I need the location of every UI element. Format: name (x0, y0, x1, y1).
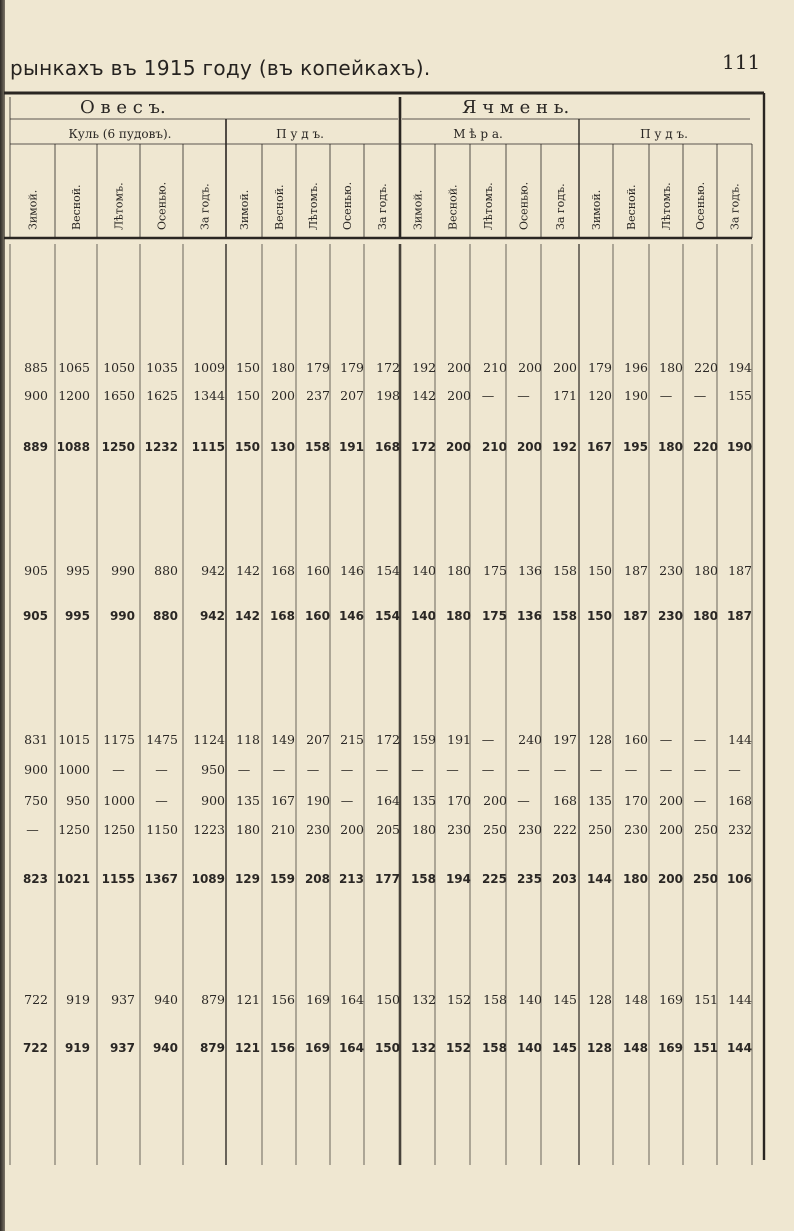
cell-r3-c14: 158 (553, 563, 577, 578)
cell-r0-c5: 150 (236, 360, 260, 375)
cell-r1-c5: 150 (236, 388, 260, 403)
cell-r4-c7: 160 (304, 609, 330, 623)
cell-r2-c4: 1115 (191, 440, 225, 454)
cell-r8-c17: 200 (659, 822, 683, 837)
cell-r8-c12: 250 (483, 822, 507, 837)
cell-r10-c17: 169 (659, 992, 683, 1007)
cell-r4-c19: 187 (726, 609, 752, 623)
cell-r7-c19: 168 (728, 793, 752, 808)
cell-r11-c0: 722 (22, 1041, 48, 1055)
cell-r5-c10: 159 (412, 732, 436, 747)
cell-r1-c10: 142 (412, 388, 436, 403)
cell-r1-c19: 155 (728, 388, 752, 403)
cell-r10-c16: 148 (624, 992, 648, 1007)
season-label-col-15: Зимой. (590, 189, 603, 230)
cell-r4-c5: 142 (234, 609, 260, 623)
cell-r10-c1: 919 (66, 992, 90, 1007)
cell-r4-c9: 154 (374, 609, 400, 623)
cell-r9-c17: 200 (657, 872, 683, 886)
cell-r1-c8: 207 (340, 388, 364, 403)
table-body (23, 360, 752, 1055)
cell-r2-c7: 158 (304, 440, 330, 454)
cell-r10-c9: 150 (376, 992, 400, 1007)
cell-r10-c18: 151 (694, 992, 718, 1007)
cell-r5-c3: 1475 (146, 732, 178, 747)
cell-r9-c15: 144 (586, 872, 612, 886)
cell-r8-c7: 230 (306, 822, 330, 837)
cell-r10-c6: 156 (271, 992, 295, 1007)
cell-r6-c2: — (112, 762, 125, 777)
cell-r9-c2: 1155 (101, 872, 135, 886)
cell-r9-c9: 177 (374, 872, 400, 886)
cell-r6-c11: — (446, 762, 459, 777)
cell-r11-c3: 940 (152, 1041, 178, 1055)
cell-r10-c8: 164 (340, 992, 364, 1007)
season-label-col-14: За годъ. (554, 183, 567, 230)
cell-r4-c4: 942 (199, 609, 225, 623)
cell-r2-c0: 889 (22, 440, 48, 454)
cell-r9-c3: 1367 (144, 872, 178, 886)
cell-r0-c17: 180 (659, 360, 683, 375)
season-label-col-12: Лѣтомъ. (482, 182, 495, 230)
cell-r6-c8: — (340, 762, 354, 777)
cell-r5-c13: 240 (518, 732, 542, 747)
cell-r7-c13: — (517, 793, 530, 808)
cell-r3-c9: 154 (376, 563, 400, 578)
cell-r1-c1: 1200 (58, 388, 90, 403)
cell-r2-c5: 150 (234, 440, 260, 454)
season-labels (27, 182, 742, 230)
cell-r10-c0: 722 (24, 992, 48, 1007)
cell-r4-c10: 140 (410, 609, 436, 623)
cell-r11-c11: 152 (445, 1041, 471, 1055)
cell-r2-c12: 210 (481, 440, 507, 454)
cell-r11-c8: 164 (338, 1041, 364, 1055)
cell-r10-c5: 121 (236, 992, 260, 1007)
cell-r9-c14: 203 (551, 872, 577, 886)
cell-r0-c3: 1035 (146, 360, 178, 375)
cell-r3-c5: 142 (236, 563, 260, 578)
cell-r5-c0: 831 (24, 732, 48, 747)
cell-r3-c15: 150 (588, 563, 612, 578)
cell-r10-c12: 158 (483, 992, 507, 1007)
cell-r3-c2: 990 (111, 563, 135, 578)
cell-r5-c15: 128 (588, 732, 612, 747)
cell-r9-c10: 158 (410, 872, 436, 886)
cell-r6-c0: 900 (24, 762, 48, 777)
cell-r11-c13: 140 (516, 1041, 542, 1055)
cell-r6-c12: — (481, 762, 495, 777)
cell-r4-c6: 168 (269, 609, 295, 623)
cell-r5-c6: 149 (271, 732, 295, 747)
subgroup-oats-pud: П у д ъ. (276, 127, 324, 141)
cell-r6-c9: — (375, 762, 389, 777)
season-label-col-11: Весной. (446, 184, 460, 230)
cell-r10-c2: 937 (111, 992, 135, 1007)
season-label-col-2: Лѣтомъ. (112, 182, 126, 230)
cell-r2-c15: 167 (586, 440, 612, 454)
cell-r5-c12: — (481, 732, 495, 747)
cell-r5-c19: 144 (728, 732, 752, 747)
cell-r5-c11: 191 (447, 732, 471, 747)
season-label-col-8: Осенью. (341, 181, 354, 230)
cell-r10-c3: 940 (154, 992, 178, 1007)
cell-r1-c6: 200 (271, 388, 295, 403)
group-oats: О в е с ъ. (80, 97, 166, 118)
cell-r1-c15: 120 (588, 388, 612, 403)
cell-r2-c8: 191 (338, 440, 364, 454)
cell-r2-c10: 172 (410, 440, 436, 454)
cell-r2-c16: 195 (622, 440, 648, 454)
cell-r11-c19: 144 (726, 1041, 752, 1055)
cell-r4-c8: 146 (338, 609, 364, 623)
cell-r8-c5: 180 (236, 822, 260, 837)
cell-r0-c9: 172 (376, 360, 400, 375)
cell-r8-c16: 230 (624, 822, 648, 837)
cell-r7-c7: 190 (306, 793, 330, 808)
cell-r7-c14: 168 (553, 793, 577, 808)
cell-r3-c10: 140 (412, 563, 436, 578)
page-number: 111 (722, 50, 761, 74)
cell-r8-c15: 250 (588, 822, 612, 837)
cell-r4-c18: 180 (692, 609, 718, 623)
cell-r8-c4: 1223 (193, 822, 225, 837)
cell-r8-c14: 222 (553, 822, 577, 837)
cell-r0-c16: 196 (624, 360, 648, 375)
cell-r11-c6: 156 (269, 1041, 295, 1055)
cell-r10-c4: 879 (201, 992, 225, 1007)
season-label-col-3: Осенью. (155, 181, 169, 230)
season-label-col-17: Лѣтомъ. (660, 182, 673, 230)
cell-r4-c0: 905 (22, 609, 48, 623)
cell-r5-c16: 160 (624, 732, 648, 747)
cell-r0-c10: 192 (412, 360, 436, 375)
cell-r8-c19: 232 (728, 822, 752, 837)
cell-r4-c17: 230 (657, 609, 683, 623)
cell-r7-c15: 135 (588, 793, 612, 808)
season-label-col-6: Весной. (273, 184, 286, 230)
cell-r3-c4: 942 (201, 563, 225, 578)
cell-r9-c4: 1089 (191, 872, 225, 886)
cell-r0-c2: 1050 (103, 360, 135, 375)
cell-r0-c0: 885 (24, 360, 48, 375)
cell-r0-c7: 179 (306, 360, 330, 375)
cell-r0-c12: 210 (483, 360, 507, 375)
cell-r2-c19: 190 (726, 440, 752, 454)
cell-r7-c4: 900 (201, 793, 225, 808)
cell-r0-c11: 200 (447, 360, 471, 375)
cell-r2-c17: 180 (657, 440, 683, 454)
cell-r11-c7: 169 (304, 1041, 330, 1055)
cell-r2-c9: 168 (374, 440, 400, 454)
cell-r11-c10: 132 (410, 1041, 436, 1055)
cell-r3-c6: 168 (271, 563, 295, 578)
cell-r4-c3: 880 (152, 609, 178, 623)
cell-r10-c15: 128 (588, 992, 612, 1007)
season-label-col-7: Лѣтомъ. (307, 182, 320, 230)
cell-r6-c10: — (411, 762, 424, 777)
cell-r0-c1: 1065 (58, 360, 90, 375)
cell-r8-c3: 1150 (146, 822, 178, 837)
cell-r6-c3: — (155, 762, 168, 777)
cell-r7-c11: 170 (447, 793, 471, 808)
cell-r4-c11: 180 (445, 609, 471, 623)
cell-r3-c3: 880 (154, 563, 178, 578)
cell-r7-c16: 170 (624, 793, 648, 808)
cell-r4-c14: 158 (551, 609, 577, 623)
cell-r5-c4: 1124 (193, 732, 225, 747)
cell-r5-c1: 1015 (58, 732, 90, 747)
cell-r1-c2: 1650 (103, 388, 135, 403)
cell-r8-c10: 180 (412, 822, 436, 837)
cell-r1-c11: 200 (447, 388, 471, 403)
cell-r2-c18: 220 (692, 440, 718, 454)
cell-r11-c14: 145 (551, 1041, 577, 1055)
cell-r10-c19: 144 (728, 992, 752, 1007)
cell-r1-c17: — (659, 388, 673, 403)
cell-r2-c11: 200 (445, 440, 471, 454)
cell-r9-c18: 250 (692, 872, 718, 886)
cell-r2-c14: 192 (551, 440, 577, 454)
season-label-col-5: Зимой. (238, 189, 251, 230)
cell-r0-c6: 180 (271, 360, 295, 375)
cell-r11-c2: 937 (109, 1041, 135, 1055)
cell-r5-c9: 172 (376, 732, 400, 747)
cell-r2-c1: 1088 (56, 440, 90, 454)
cell-r11-c5: 121 (234, 1041, 260, 1055)
cell-r3-c1: 995 (66, 563, 90, 578)
cell-r6-c17: — (659, 762, 673, 777)
cell-r1-c3: 1625 (146, 388, 178, 403)
cell-r7-c6: 167 (271, 793, 295, 808)
cell-r9-c6: 159 (269, 872, 295, 886)
cell-r3-c11: 180 (447, 563, 471, 578)
cell-r2-c2: 1250 (101, 440, 135, 454)
cell-r5-c7: 207 (306, 732, 330, 747)
season-label-col-0: Зимой. (26, 189, 40, 230)
cell-r7-c9: 164 (376, 793, 400, 808)
cell-r4-c12: 175 (481, 609, 507, 623)
cell-r6-c14: — (553, 762, 567, 777)
cell-r11-c16: 148 (622, 1041, 648, 1055)
season-label-col-16: Весной. (625, 184, 638, 230)
cell-r9-c7: 208 (304, 872, 330, 886)
cell-r3-c17: 230 (659, 563, 683, 578)
subgroup-oats-kul: Куль (6 пудовъ). (68, 127, 172, 141)
cell-r4-c15: 150 (586, 609, 612, 623)
cell-r0-c4: 1009 (193, 360, 225, 375)
cell-r1-c18: — (693, 388, 707, 403)
cell-r11-c17: 169 (657, 1041, 683, 1055)
cell-r1-c9: 198 (376, 388, 400, 403)
subgroup-barley-mera: М ѣ р а. (453, 127, 503, 141)
cell-r4-c13: 136 (516, 609, 542, 623)
subgroup-barley-pud: П у д ъ. (640, 127, 688, 141)
cell-r5-c18: — (693, 732, 707, 747)
cell-r5-c2: 1175 (103, 732, 135, 747)
cell-r7-c1: 950 (66, 793, 90, 808)
cell-r7-c17: 200 (659, 793, 683, 808)
cell-r3-c16: 187 (624, 563, 648, 578)
season-label-col-13: Осенью. (517, 181, 531, 230)
cell-r6-c13: — (517, 762, 530, 777)
cell-r7-c8: — (340, 793, 354, 808)
cell-r9-c11: 194 (445, 872, 471, 886)
season-label-col-1: Весной. (70, 184, 83, 230)
cell-r5-c14: 197 (553, 732, 577, 747)
cell-r7-c2: 1000 (103, 793, 135, 808)
cell-r0-c15: 179 (588, 360, 612, 375)
cell-r1-c12: — (481, 388, 495, 403)
cell-r8-c6: 210 (271, 822, 295, 837)
cell-r7-c3: — (155, 793, 168, 808)
season-label-col-9: За годъ. (376, 183, 389, 230)
cell-r6-c4: 950 (201, 762, 225, 777)
cell-r5-c5: 118 (236, 732, 260, 747)
cell-r6-c5: — (237, 762, 251, 777)
cell-r9-c8: 213 (338, 872, 364, 886)
cell-r0-c8: 179 (340, 360, 364, 375)
cell-r11-c1: 919 (64, 1041, 90, 1055)
cell-r7-c12: 200 (483, 793, 507, 808)
cell-r8-c8: 200 (340, 822, 364, 837)
cell-r4-c2: 990 (109, 609, 135, 623)
cell-r9-c1: 1021 (56, 872, 90, 886)
cell-r10-c14: 145 (553, 992, 577, 1007)
cell-r9-c12: 225 (481, 872, 507, 886)
page-header-title: рынкахъ въ 1915 году (въ копейкахъ). (10, 56, 431, 80)
cell-r6-c18: — (693, 762, 707, 777)
cell-r1-c0: 900 (24, 388, 48, 403)
cell-r3-c19: 187 (728, 563, 752, 578)
cell-r1-c14: 171 (553, 388, 577, 403)
season-label-col-18: Осенью. (694, 181, 707, 230)
cell-r3-c0: 905 (24, 563, 48, 578)
cell-r8-c13: 230 (518, 822, 542, 837)
cell-r7-c10: 135 (412, 793, 436, 808)
cell-r5-c17: — (659, 732, 673, 747)
cell-r9-c13: 235 (516, 872, 542, 886)
cell-r6-c6: — (272, 762, 286, 777)
cell-r6-c1: 1000 (58, 762, 90, 777)
cell-r11-c18: 151 (692, 1041, 718, 1055)
cell-r7-c5: 135 (236, 793, 260, 808)
cell-r10-c7: 169 (306, 992, 330, 1007)
cell-r8-c9: 205 (376, 822, 400, 837)
cell-r8-c0: — (26, 822, 39, 837)
cell-r0-c14: 200 (553, 360, 577, 375)
cell-r9-c16: 180 (622, 872, 648, 886)
cell-r10-c10: 132 (412, 992, 436, 1007)
cell-r5-c8: 215 (340, 732, 364, 747)
cell-r1-c13: — (517, 388, 530, 403)
cell-r10-c11: 152 (447, 992, 471, 1007)
cell-r1-c16: 190 (624, 388, 648, 403)
cell-r3-c13: 136 (518, 563, 542, 578)
cell-r8-c1: 1250 (58, 822, 90, 837)
cell-r0-c19: 194 (728, 360, 752, 375)
cell-r1-c4: 1344 (193, 388, 225, 403)
cell-r2-c3: 1232 (144, 440, 178, 454)
group-barley: Я ч м е н ь. (462, 97, 570, 118)
cell-r7-c0: 750 (24, 793, 48, 808)
cell-r2-c13: 200 (516, 440, 542, 454)
cell-r8-c11: 230 (447, 822, 471, 837)
cell-r7-c18: — (693, 793, 707, 808)
cell-r3-c8: 146 (340, 563, 364, 578)
cell-r0-c18: 220 (694, 360, 718, 375)
cell-r6-c7: — (306, 762, 320, 777)
season-label-col-19: За годъ. (728, 183, 742, 230)
cell-r3-c18: 180 (694, 563, 718, 578)
cell-r0-c13: 200 (518, 360, 542, 375)
cell-r4-c1: 995 (64, 609, 90, 623)
cell-r8-c18: 250 (694, 822, 718, 837)
cell-r10-c13: 140 (518, 992, 542, 1007)
cell-r11-c4: 879 (199, 1041, 225, 1055)
cell-r8-c2: 1250 (103, 822, 135, 837)
cell-r9-c0: 823 (22, 872, 48, 886)
cell-r1-c7: 237 (306, 388, 330, 403)
season-label-col-10: Зимой. (411, 189, 425, 230)
cell-r3-c12: 175 (483, 563, 507, 578)
season-label-col-4: За годъ. (198, 183, 212, 230)
cell-r6-c15: — (589, 762, 603, 777)
cell-r6-c19: — (728, 762, 741, 777)
cell-r3-c7: 160 (306, 563, 330, 578)
cell-r11-c9: 150 (374, 1041, 400, 1055)
cell-r9-c5: 129 (234, 872, 260, 886)
cell-r4-c16: 187 (622, 609, 648, 623)
cell-r11-c15: 128 (586, 1041, 612, 1055)
cell-r11-c12: 158 (481, 1041, 507, 1055)
cell-r6-c16: — (624, 762, 638, 777)
cell-r2-c6: 130 (269, 440, 295, 454)
cell-r9-c19: 106 (726, 872, 752, 886)
